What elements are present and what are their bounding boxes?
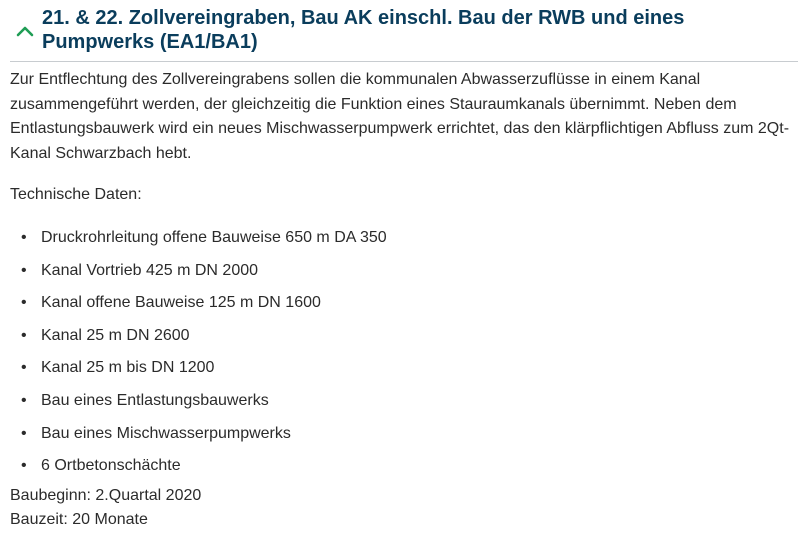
spec-text: Druckrohrleitung offene Bauweise 650 m DA 350 [41,229,387,246]
chevron-up-icon[interactable] [16,24,34,38]
tech-data-heading: Technische Daten: [10,186,142,203]
list-item [10,324,790,357]
spec-text: Kanal offene Bauweise 125 m DN 1600 [41,294,321,312]
bullet: • [21,261,27,279]
spec-list [10,226,790,484]
bullet: • [21,391,27,409]
spec-text: Bau eines Mischwasserpumpwerks [41,424,291,442]
accordion-body [10,68,790,532]
spec-text: Kanal 25 m bis DN 1200 [41,359,215,377]
section-title[interactable]: 21. & 22. Zollvereingraben, Bau AK einschl. Bau der RWB und eines Pumpwerks (EA1/BA1) [42,7,685,53]
list-item [10,259,790,292]
divider [10,61,798,62]
spec-text: 6 Ortbetonschächte [41,457,181,475]
list-item [10,422,790,455]
spec-text: Bau eines Entlastungsbauwerks [41,391,269,409]
list-item [10,291,790,324]
bullet: • [21,294,27,312]
bullet: • [21,457,27,475]
construction-duration: Bauzeit: 20 Monate [10,511,148,529]
list-item [10,226,790,259]
bullet: • [21,326,27,344]
bullet: • [21,424,27,442]
list-item [10,356,790,389]
spec-text: Kanal 25 m DN 2600 [41,326,190,344]
spec-text: Kanal Vortrieb 425 m DN 2000 [41,261,259,279]
list-item [10,389,790,422]
construction-start: Baubeginn: 2.Quartal 2020 [10,487,202,505]
list-item [10,454,790,484]
bullet: • [21,359,27,377]
intro-paragraph: Zur Entflechtung des Zollvereingrabens sollen die kommunalen Abwasserzuflüsse in einem Kanal zusammengeführt werden, der gleichzeitig die Funktion eines Stauraumkanals übernimmt. Neben dem Entlastungsbauwerk wird ein neues Mischwasserpumpwerk errichtet, das den klärpflichtigen Abfluss zum 2Qt-Kanal Schwarzbach hebt. [10,71,790,162]
accordion-header[interactable] [14,6,794,60]
bullet: • [21,229,27,246]
